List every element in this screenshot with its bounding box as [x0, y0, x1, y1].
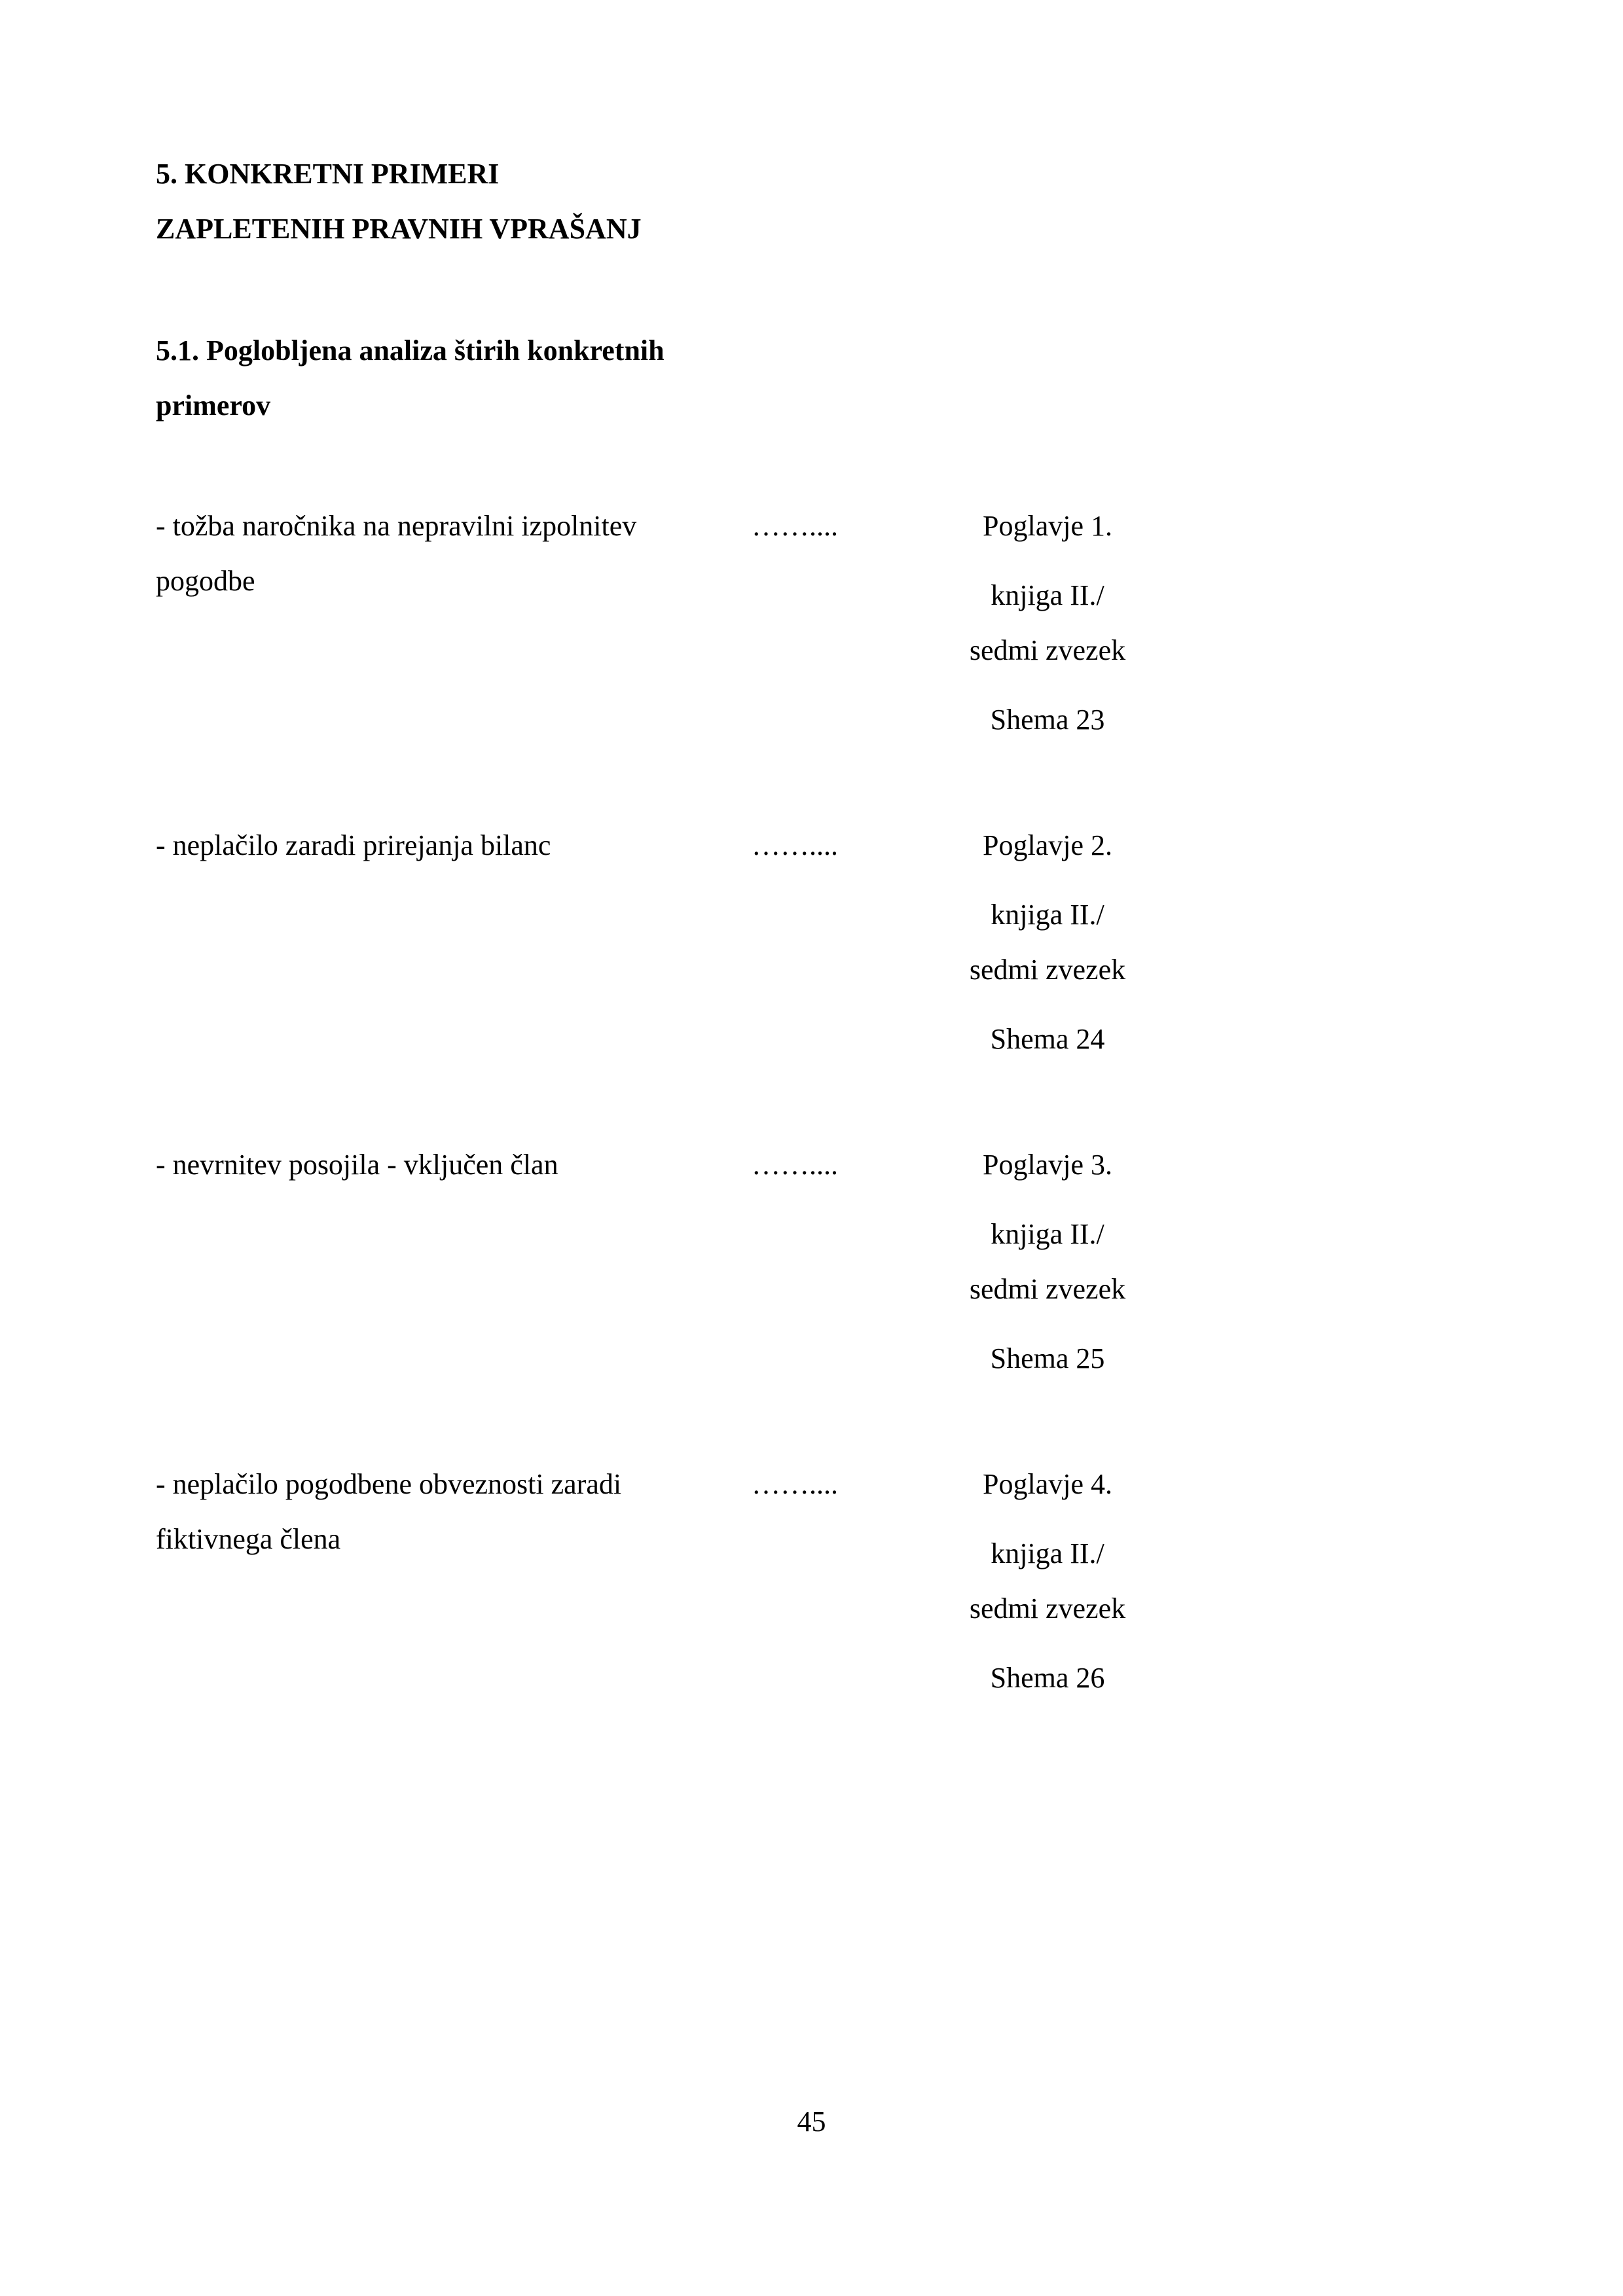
- reference-volume: sedmi zvezek: [969, 634, 1126, 666]
- case-reference: [917, 1138, 1178, 1386]
- case-description-line-1: - neplačilo zaradi prirejanja bilanc: [156, 829, 551, 861]
- case-description-line-1: - neplačilo pogodbene obveznosti zaradi: [156, 1468, 622, 1500]
- reference-chapter: Poglavje 3.: [983, 1149, 1112, 1181]
- leader-dots: ……....: [752, 1149, 838, 1181]
- chapter-heading: [156, 147, 642, 257]
- reference-book: knjiga II./: [991, 899, 1104, 931]
- leader-dots: ……....: [752, 510, 838, 542]
- case-description-line-2: pogodbe: [156, 565, 255, 597]
- reference-volume: sedmi zvezek: [969, 1273, 1126, 1305]
- reference-scheme: Shema 24: [990, 1023, 1105, 1055]
- reference-chapter: Poglavje 1.: [983, 510, 1112, 542]
- leader-dots: ……....: [752, 829, 838, 861]
- case-description: [156, 1138, 732, 1193]
- case-reference: [917, 1457, 1178, 1706]
- reference-scheme: Shema 26: [990, 1662, 1105, 1694]
- reference-volume: sedmi zvezek: [969, 954, 1126, 986]
- reference-book: knjiga II./: [991, 1537, 1104, 1570]
- chapter-heading-line-2: ZAPLETENIH PRAVNIH VPRAŠANJ: [156, 213, 642, 245]
- reference-book: knjiga II./: [991, 579, 1104, 611]
- section-heading-line-2: primerov: [156, 389, 271, 422]
- chapter-heading-line-1: 5. KONKRETNI PRIMERI: [156, 158, 500, 190]
- reference-chapter: Poglavje 2.: [983, 829, 1112, 861]
- case-description-line-1: - nevrnitev posojila - vključen član: [156, 1149, 558, 1181]
- section-heading: [156, 323, 665, 433]
- reference-book: knjiga II./: [991, 1218, 1104, 1250]
- reference-scheme: Shema 25: [990, 1342, 1105, 1374]
- case-description-line-1: - tožba naročnika na nepravilni izpolnitev: [156, 510, 637, 542]
- leader-dots: ……....: [752, 1468, 838, 1500]
- case-description-line-2: fiktivnega člena: [156, 1523, 341, 1555]
- section-heading-line-1: 5.1. Poglobljena analiza štirih konkretnih: [156, 334, 665, 367]
- case-reference: [917, 818, 1178, 1067]
- case-reference: [917, 499, 1178, 747]
- page-number: 45: [797, 2106, 826, 2138]
- case-description: [156, 1457, 732, 1567]
- reference-volume: sedmi zvezek: [969, 1592, 1126, 1624]
- reference-scheme: Shema 23: [990, 704, 1105, 736]
- reference-chapter: Poglavje 4.: [983, 1468, 1112, 1500]
- case-description: [156, 499, 732, 609]
- case-description: [156, 818, 732, 873]
